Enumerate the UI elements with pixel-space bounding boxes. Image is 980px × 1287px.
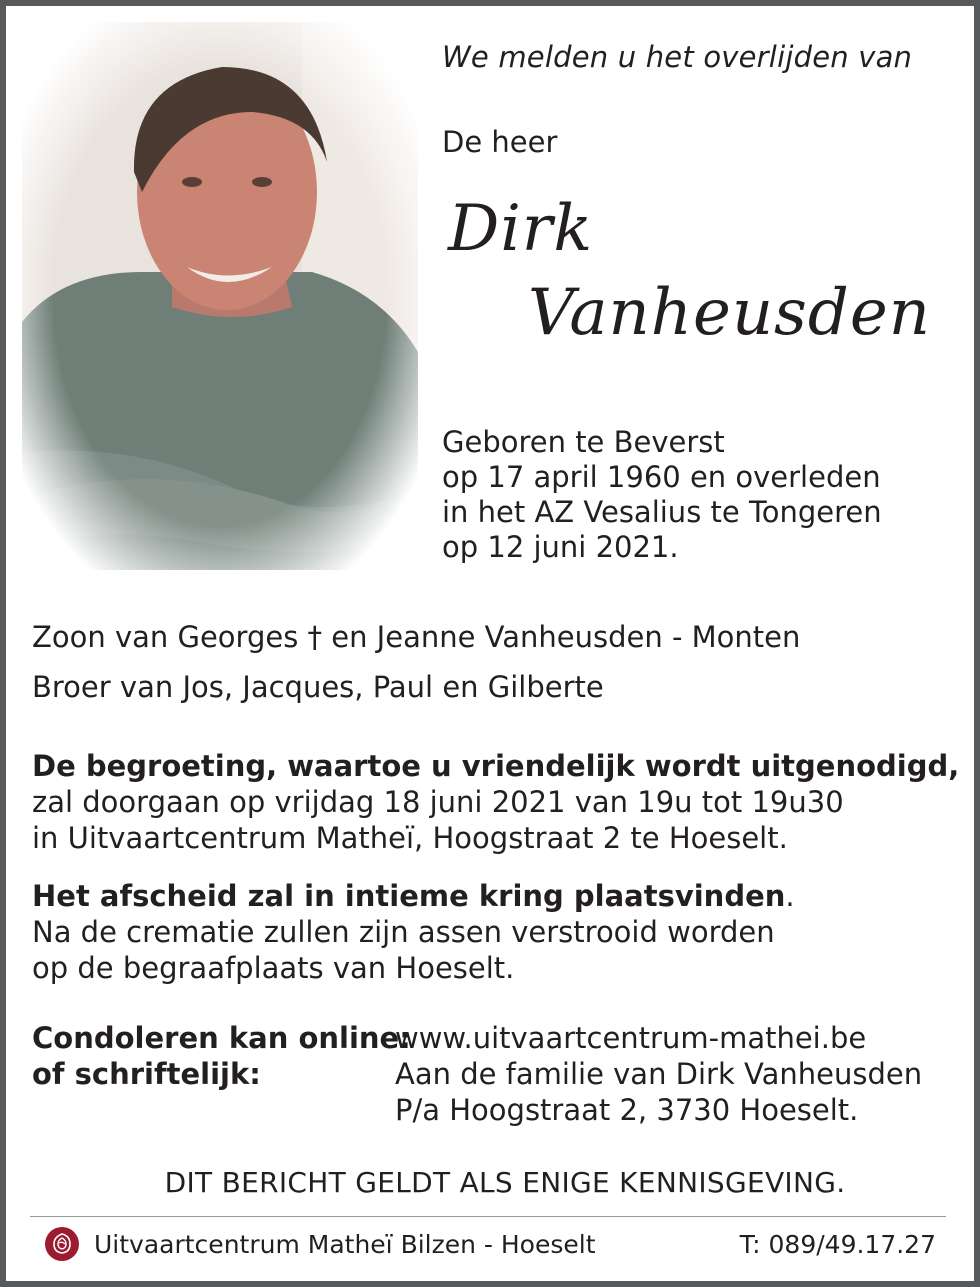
greeting-time: zal doorgaan op vrijdag 18 juni 2021 van 19u tot 19u30 bbox=[32, 785, 844, 819]
rose-logo-icon bbox=[44, 1226, 80, 1262]
birth-line: Geboren te Beverst bbox=[442, 425, 725, 459]
greeting-heading: De begroeting, waartoe u vriendelijk wordt uitgenodigd, bbox=[32, 749, 960, 783]
official-notice: DIT BERICHT GELDT ALS ENIGE KENNISGEVING. bbox=[164, 1166, 846, 1199]
condolences-website-link[interactable]: www.uitvaartcentrum-mathei.be bbox=[395, 1021, 867, 1055]
footer bbox=[44, 1226, 936, 1262]
parents-line: Zoon van Georges † en Jeanne Vanheusden - Monten bbox=[32, 620, 801, 654]
condolences-spacer bbox=[32, 1092, 395, 1128]
birth-death-details bbox=[442, 425, 882, 565]
farewell-section bbox=[32, 878, 795, 986]
footer-divider bbox=[30, 1216, 946, 1217]
condolences-address-line-1: Aan de familie van Dirk Vanheusden bbox=[395, 1057, 923, 1091]
condolences-written-label: of schriftelijk: bbox=[32, 1057, 261, 1091]
intro-text: We melden u het overlijden van bbox=[442, 40, 913, 74]
farewell-heading-end: . bbox=[785, 879, 795, 913]
farewell-line-1: Na de crematie zullen zijn assen verstrooid worden bbox=[32, 915, 775, 949]
siblings-line: Broer van Jos, Jacques, Paul en Gilberte bbox=[32, 670, 604, 704]
portrait-photo bbox=[22, 22, 418, 570]
deceased-first-name: Dirk bbox=[448, 192, 594, 266]
funeral-home-phone: T: 089/49.17.27 bbox=[739, 1229, 936, 1259]
funeral-home-name: Uitvaartcentrum Matheï Bilzen - Hoeselt bbox=[94, 1229, 596, 1259]
condolences-section bbox=[32, 1020, 922, 1128]
condolences-online-label: Condoleren kan online: bbox=[32, 1021, 411, 1055]
condolences-address-line-2: P/a Hoogstraat 2, 3730 Hoeselt. bbox=[395, 1093, 859, 1127]
death-place-line: in het AZ Vesalius te Tongeren bbox=[442, 495, 882, 529]
family-section bbox=[32, 620, 800, 720]
death-date-line: op 12 juni 2021. bbox=[442, 530, 679, 564]
farewell-line-2: op de begraafplaats van Hoeselt. bbox=[32, 951, 515, 985]
deceased-last-name: Vanheusden bbox=[528, 276, 931, 350]
birth-date-line: op 17 april 1960 en overleden bbox=[442, 460, 881, 494]
salutation: De heer bbox=[442, 125, 558, 159]
greeting-section bbox=[32, 748, 959, 856]
greeting-location: in Uitvaartcentrum Matheï, Hoogstraat 2 te Hoeselt. bbox=[32, 821, 788, 855]
farewell-heading: Het afscheid zal in intieme kring plaatsvinden bbox=[32, 879, 786, 913]
